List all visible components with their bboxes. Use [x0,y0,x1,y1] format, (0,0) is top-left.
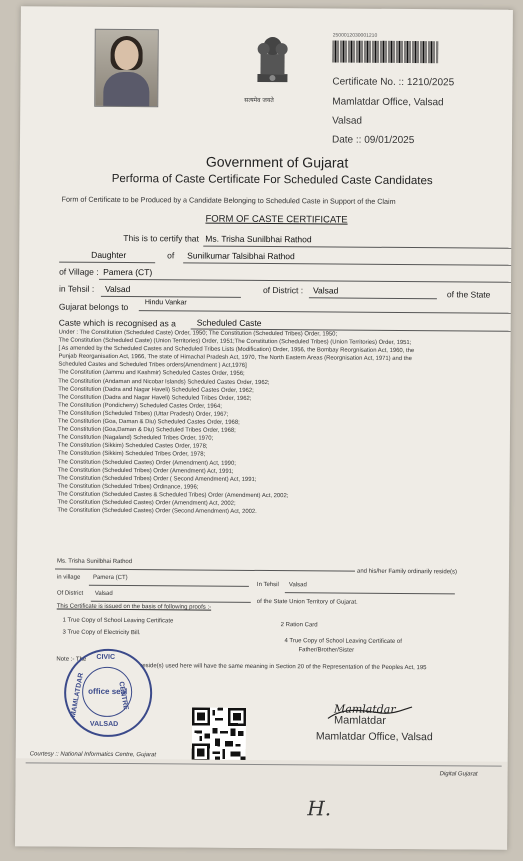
family-label: and his/her Family ordinarily reside(s) [356,568,458,576]
res-district-underline [91,601,251,603]
res-district-label: Of District [56,590,84,597]
seal-center-text: office seal [88,686,128,697]
ut-label: of the State Union Territory of Gujarat. [256,598,358,606]
act-line: The Constitution (Scheduled Caste) (Union Territories) Order, 1951;The Constitution (Scheduled Tribes) (Union Territories) Order, 1951; [58,337,412,347]
tehsil-value: Valsad [104,283,131,295]
act-line: The Constitution (Dadra and Nagar Haveli) Scheduled Tribes Order, 1962; [58,394,252,402]
seal-bottom-text: VALSAD [89,720,119,728]
district-value: Valsad [312,285,339,296]
res-village-label: in village [56,574,81,581]
qr-code [192,708,246,762]
acts-list [57,329,508,518]
national-emblem-icon [250,32,294,98]
certificate-no-row [332,76,454,88]
act-line: The Constitution (Scheduled Tribes) Order ( Second Amendment) Act, 1991; [57,475,257,483]
seal-top-text: CIVIC [96,653,116,661]
caste-underline [139,310,513,314]
photo-body [103,72,149,106]
act-line: The Constitution (Sikkim) Scheduled Castes Order, 1978; [57,442,208,450]
act-line: The Constitution (Scheduled Tribes) Ordinance, 1996; [57,483,199,491]
village-underline [99,279,513,283]
act-line: The Constitution (Jammu and Kashmir) Scheduled Castes Order, 1956; [58,370,245,378]
act-line: The Constitution (Goa,Daman & Diu) Scheduled Tribes Order, 1968; [57,426,236,434]
res-village-value: Pamera (CT) [92,574,128,582]
government-title: Government of Gujarat [205,153,349,171]
proofs-label: This Certificate is issued on the basis of following proofs :- [56,603,212,611]
state-label: of the State [446,289,491,300]
res-district-value: Valsad [94,590,113,597]
tehsil-label: in Tehsil : [58,283,95,294]
belongs-label: Gujarat belongs to [58,301,129,313]
act-line: Under : The Constitution (Scheduled Caste) Order, 1950; The Constitution (Scheduled Tribes) Order, 1950; [58,329,338,338]
certificate-no: 1210/2025 [406,76,455,89]
barcode [333,40,439,63]
applicant-photo [94,29,159,107]
office-name: Mamlatdar Office, Valsad [332,96,444,109]
caste-value: Hindu Vankar [144,299,187,307]
signatory-office: Mamlatdar Office, Valsad [315,730,433,744]
res-tehsil-underline [285,592,455,594]
village-label: of Village : [59,266,99,277]
act-line: The Constitution (Scheduled Castes) Order (Amendment) Act, 1990; [57,459,236,467]
village-value: Pamera (CT) [103,266,153,278]
act-line: Punjab Reorganisation Act, 1966, The state of Himachal Pradesh Act, 1970, The North Eastern Areas (Reorgnisation Act, 1971) and the [58,353,412,363]
digital-gujarat: Digital Gujarat [439,771,478,778]
act-line: The Constitution (Scheduled Tribes) Order (Amendment) Act, 1991; [57,467,234,475]
certificate-sheet [15,6,513,849]
form-note: Form of Certificate to be Produced by a Candidate Belonging to Scheduled Caste in Support of the Claim [61,194,396,206]
relation-underline [59,262,155,264]
res-tehsil-value: Valsad [288,582,307,589]
office-seal [64,649,153,738]
certificate-label: Certificate No. :: [332,76,405,88]
tehsil-underline [101,296,241,298]
act-line: The Constitution (Andaman and Nicobar Islands) Scheduled Castes Order, 1962; [58,378,270,386]
date-row [332,134,414,146]
relation: Daughter [91,249,127,261]
parent-underline [183,262,513,265]
seal-left-text: MAMLATDAR [69,672,85,718]
act-line: The Constitution (Scheduled Castes) Order (Amendment) Act, 2002; [57,499,236,507]
name-underline [203,246,513,249]
residence-name: Ms. Trisha Sunilbhai Rathod [57,558,133,566]
district-underline [309,297,437,299]
act-line: The Constitution (Scheduled Castes & Scheduled Tribes) Order (Amendment) Act, 2002; [57,491,289,500]
barcode-number: 2500012030001210 [332,32,378,39]
applicant-name: Ms. Trisha Sunilbhai Rathod [205,233,312,245]
residence-name-underline [55,569,355,572]
emblem-caption: सत्यमेव जयते [244,96,274,105]
proof-item: Father/Brother/Sister [298,647,355,654]
photo-face [114,40,138,70]
bottom-margin [15,758,508,849]
res-village-underline [89,585,249,587]
act-line: Scheduled Castes and Scheduled Tribes orders(Amendment ) Act,1976] [58,361,247,370]
signature-cursive: Mamlatdar [333,702,396,716]
proof-item: 4 True Copy of School Leaving Certificate of [284,638,402,645]
courtesy: Courtesy :: National Informatics Centre, Gujarat [29,751,157,759]
act-line: [ As amended by the Scheduled Castes and Scheduled Tribes Lists (Modification) Order, 1956, the Bombay Reorgnisation Act, 1960, the [58,345,415,355]
act-line: The Constitution (Pondicherry) Scheduled Castes Order, 1964; [58,402,222,410]
date-value: 09/01/2025 [364,134,415,147]
act-line: The Constitution (Goa, Daman & Diu) Scheduled Castes Order, 1968; [58,418,240,426]
note-prefix: Note :- The [56,656,87,663]
act-line: The Constitution (Sikkim) Scheduled Tribes Order, 1978; [57,450,206,458]
parent-name: Sunilkumar Talsibhai Rathod [187,250,295,262]
seal-right-text: CENTRE [117,681,130,711]
proof-item: 2 Ration Card [280,622,318,629]
recognised-label: Caste which is recognised as a [58,317,176,329]
act-line: The Constitution (Scheduled Castes) Order (Second Amendment) Act, 2002. [57,507,257,516]
proof-item: 3 True Copy of Electricity Bill. [62,629,141,637]
form-heading: FORM OF CASTE CERTIFICATE [205,213,348,226]
district-label: of District : [262,284,304,296]
performa-title: Performa of Caste Certificate For Scheduled Caste Candidates [111,172,433,188]
act-line: The Constitution (Scheduled Tribes) (Uttar Pradesh) Order, 1967; [58,410,229,418]
certify-label: This is to certify that [123,233,199,244]
date-label: Date :: [331,134,362,146]
act-line: The Constitution (Dadra and Nagar Haveli) Scheduled Castes Order, 1962; [58,386,254,394]
of-label: of [167,250,175,261]
office-city: Valsad [332,115,363,127]
signatory-title: Mamlatdar [333,714,386,727]
handwritten-mark: H. [307,796,332,821]
proof-item: 1 True Copy of School Leaving Certificate [62,617,174,625]
act-line: The Constitution (Nagaland) Scheduled Tribes Order, 1970; [57,434,214,442]
note-text: reside(s) used here will have the same meaning in Section 20 of the Representation of the Peoples Act, 195 [140,663,427,672]
category-value: Scheduled Caste [196,317,262,328]
res-tehsil-label: In Tehsil [256,581,279,589]
